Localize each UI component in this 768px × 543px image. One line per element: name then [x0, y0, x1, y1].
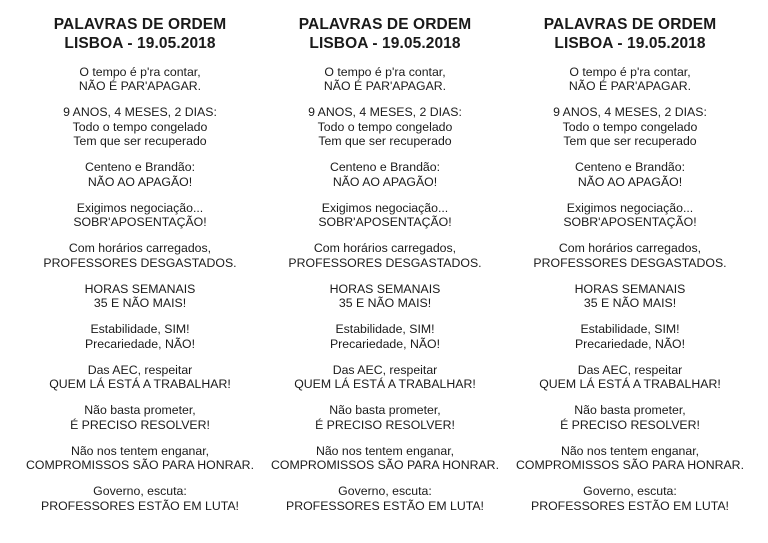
slogan-verse: [25, 403, 255, 432]
slogan-line: Exigimos negociação...: [321, 200, 449, 215]
slogan-line: Das AEC, respeitar: [332, 362, 438, 377]
slogan-line: 35 E NÃO MAIS!: [93, 296, 187, 310]
slogan-line: PROFESSORES ESTÃO EM LUTA!: [286, 498, 484, 513]
slogan-line: NÃO É PAR'APAGAR.: [568, 79, 692, 93]
slogan-line: 9 ANOS, 4 MESES, 2 DIAS:: [553, 105, 707, 119]
slogan-line: NÃO AO APAGÃO!: [332, 174, 438, 189]
slogan-verse: [515, 241, 745, 270]
slogan-line: PROFESSORES ESTÃO EM LUTA!: [41, 498, 239, 513]
slogan-verse: [25, 484, 255, 513]
slogan-verse: [270, 241, 500, 270]
slogan-line: Não basta prometer,: [84, 403, 196, 417]
slogan-line: Das AEC, respeitar: [87, 362, 193, 377]
slogan-line: Não nos tentem enganar,: [70, 443, 210, 458]
slogan-line: Tem que ser recuperado: [563, 134, 697, 148]
slogan-line: Não nos tentem enganar,: [315, 443, 455, 458]
slogan-line: Estabilidade, SIM!: [90, 322, 190, 336]
slogan-line: Não basta prometer,: [329, 403, 441, 417]
slogan-verse: [270, 363, 500, 392]
slogan-verse: [25, 363, 255, 392]
slogan-line: NÃO AO APAGÃO!: [87, 174, 193, 189]
slogan-line: Estabilidade, SIM!: [335, 322, 435, 336]
slogan-line: SOBR'APOSENTAÇÃO!: [73, 215, 207, 229]
slogan-verse: [25, 201, 255, 230]
slogan-verse: [515, 201, 745, 230]
verses: [515, 65, 745, 514]
slogan-column-2: [270, 15, 500, 513]
slogan-line: Exigimos negociação...: [76, 200, 204, 215]
title-date-location: LISBOA - 19.05.2018: [309, 35, 461, 52]
slogan-column-3: [515, 15, 745, 513]
slogan-verse: [25, 160, 255, 189]
slogan-line: 35 E NÃO MAIS!: [583, 296, 677, 310]
slogan-verse: [270, 105, 500, 149]
slogan-line: Precariedade, NÃO!: [329, 336, 441, 351]
slogan-line: QUEM LÁ ESTÁ A TRABALHAR!: [49, 377, 231, 391]
slogan-line: Tem que ser recuperado: [318, 134, 452, 148]
slogan-verse: [515, 403, 745, 432]
slogan-line: SOBR'APOSENTAÇÃO!: [563, 215, 697, 229]
slogan-line: PROFESSORES DESGASTADOS.: [43, 255, 237, 270]
slogan-line: Das AEC, respeitar: [577, 362, 683, 377]
verses: [25, 65, 255, 514]
slogan-line: PROFESSORES DESGASTADOS.: [533, 255, 727, 270]
slogan-line: O tempo é p'ra contar,: [324, 64, 446, 79]
slogan-verse: [515, 322, 745, 351]
slogan-verse: [270, 65, 500, 94]
slogan-verse: [515, 105, 745, 149]
slogan-verse: [515, 65, 745, 94]
slogan-line: Tem que ser recuperado: [73, 134, 207, 148]
slogan-line: Com horários carregados,: [558, 241, 702, 255]
slogan-line: Centeno e Brandão:: [84, 160, 196, 174]
slogan-line: Todo o tempo congelado: [562, 119, 698, 134]
slogan-verse: [25, 241, 255, 270]
slogan-line: Todo o tempo congelado: [72, 119, 208, 134]
slogan-verse: [270, 484, 500, 513]
slogan-line: COMPROMISSOS SÃO PARA HONRAR.: [271, 458, 499, 472]
slogan-line: Todo o tempo congelado: [317, 119, 453, 134]
slogan-line: HORAS SEMANAIS: [574, 281, 686, 296]
slogan-line: É PRECISO RESOLVER!: [315, 417, 455, 432]
slogan-line: Exigimos negociação...: [566, 200, 694, 215]
slogan-line: É PRECISO RESOLVER!: [70, 417, 210, 432]
slogan-line: PROFESSORES DESGASTADOS.: [288, 255, 482, 270]
slogan-line: QUEM LÁ ESTÁ A TRABALHAR!: [294, 377, 476, 391]
slogan-line: Não nos tentem enganar,: [560, 443, 700, 458]
slogan-verse: [515, 363, 745, 392]
slogan-verse: [270, 282, 500, 311]
slogan-verse: [270, 201, 500, 230]
slogan-line: NÃO AO APAGÃO!: [577, 174, 683, 189]
slogan-verse: [515, 444, 745, 473]
slogan-verse: [25, 444, 255, 473]
slogan-line: Centeno e Brandão:: [574, 160, 686, 174]
slogan-line: Com horários carregados,: [313, 241, 457, 255]
slogan-line: Com horários carregados,: [68, 241, 212, 255]
slogan-verse: [270, 160, 500, 189]
title-date-location: LISBOA - 19.05.2018: [64, 35, 216, 52]
slogan-line: SOBR'APOSENTAÇÃO!: [318, 215, 452, 229]
slogan-line: HORAS SEMANAIS: [84, 281, 196, 296]
slogan-verse: [25, 65, 255, 94]
slogan-verse: [25, 282, 255, 311]
slogan-line: NÃO É PAR'APAGAR.: [78, 79, 202, 93]
slogan-line: NÃO É PAR'APAGAR.: [323, 79, 447, 93]
slogan-line: QUEM LÁ ESTÁ A TRABALHAR!: [539, 377, 721, 391]
slogan-line: O tempo é p'ra contar,: [569, 64, 691, 79]
slogan-verse: [515, 282, 745, 311]
slogan-verse: [270, 403, 500, 432]
slogan-line: Governo, escuta:: [583, 484, 677, 498]
slogan-verse: [515, 484, 745, 513]
title-heading: PALAVRAS DE ORDEM: [298, 16, 472, 33]
slogan-line: 9 ANOS, 4 MESES, 2 DIAS:: [308, 105, 462, 119]
column-title: [270, 15, 500, 53]
slogan-line: 35 E NÃO MAIS!: [338, 296, 432, 310]
column-title: [25, 15, 255, 53]
slogan-verse: [515, 160, 745, 189]
slogan-line: É PRECISO RESOLVER!: [560, 417, 700, 432]
slogan-line: 9 ANOS, 4 MESES, 2 DIAS:: [63, 105, 217, 119]
slogan-line: Precariedade, NÃO!: [84, 336, 196, 351]
title-heading: PALAVRAS DE ORDEM: [53, 16, 227, 33]
slogan-line: Não basta prometer,: [574, 403, 686, 417]
title-date-location: LISBOA - 19.05.2018: [554, 35, 706, 52]
slogan-line: COMPROMISSOS SÃO PARA HONRAR.: [26, 458, 254, 472]
slogan-line: Precariedade, NÃO!: [574, 336, 686, 351]
slogan-verse: [270, 322, 500, 351]
slogan-line: O tempo é p'ra contar,: [79, 64, 201, 79]
slogan-line: HORAS SEMANAIS: [329, 281, 441, 296]
slogan-line: COMPROMISSOS SÃO PARA HONRAR.: [516, 458, 744, 472]
slogan-line: PROFESSORES ESTÃO EM LUTA!: [531, 498, 729, 513]
slogan-verse: [270, 444, 500, 473]
slogan-column-1: [25, 15, 255, 513]
slogan-verse: [25, 105, 255, 149]
slogan-line: Estabilidade, SIM!: [580, 322, 680, 336]
verses: [270, 65, 500, 514]
slogan-line: Governo, escuta:: [93, 484, 187, 498]
slogan-line: Governo, escuta:: [338, 484, 432, 498]
column-title: [515, 15, 745, 53]
slogan-verse: [25, 322, 255, 351]
slogan-line: Centeno e Brandão:: [329, 160, 441, 174]
title-heading: PALAVRAS DE ORDEM: [543, 16, 717, 33]
